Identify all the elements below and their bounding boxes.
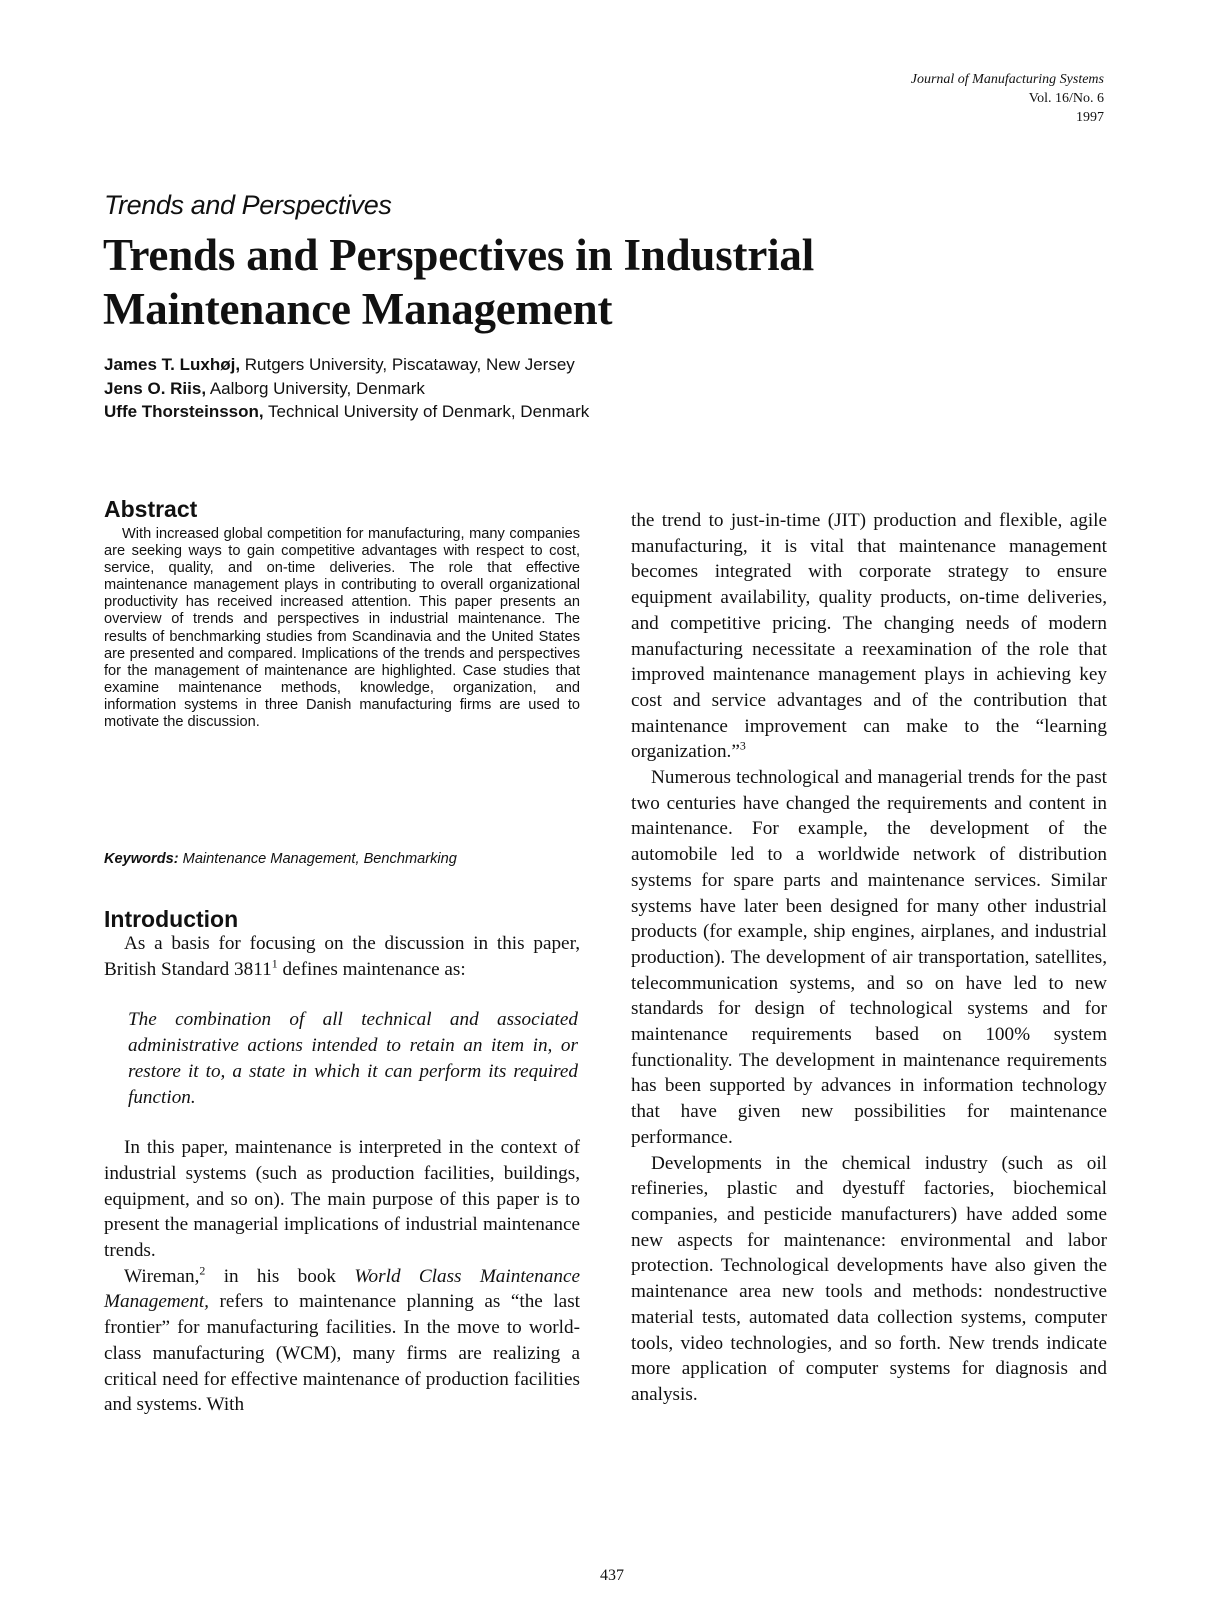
book-title: World Class Maintenance Management, [104, 1265, 580, 1313]
paragraph [631, 508, 1107, 765]
introduction-body [104, 931, 580, 1418]
journal-volume: Vol. 16/No. 6 [1028, 91, 1104, 106]
author-list [104, 353, 589, 424]
author-affiliation: Aalborg University, Denmark [206, 378, 425, 398]
section-label: Trends and Perspectives [104, 190, 392, 220]
definition-quote: The combination of all technical and associated administrative actions intended to retain an item in, or restore it to, a state in which it can perform its required function. [128, 1009, 578, 1108]
author-name: Uffe Thorsteinsson, [104, 402, 264, 421]
author-affiliation: Rutgers University, Piscataway, New Jersey [240, 355, 575, 374]
keywords [104, 850, 580, 868]
paragraph [104, 931, 580, 982]
citation-marker: 1 [271, 956, 278, 971]
paragraph-text: in his book [205, 1265, 355, 1287]
paragraph-text: defines maintenance as: [277, 958, 466, 980]
author-line [104, 400, 589, 424]
introduction-heading: Introduction [104, 906, 239, 932]
journal-year: 1997 [1076, 110, 1104, 125]
paragraph: Developments in the chemical industry (such as oil refineries, plastic and dyestuff factories, biochemical companies, and pesticide manufacturers) have added some new aspects for maintenance: environmental and labor protection. Technological developments have also given the maintenance area new tools and methods: nondestructive material tests, automated data collection systems, computer tools, video technologies, and so forth. New trends indicate more application of computer systems for diagnosis and analysis. [631, 1152, 1107, 1405]
article-title-line-2: Maintenance Management [103, 284, 613, 334]
citation-marker: 2 [199, 1263, 206, 1278]
journal-header [911, 70, 1104, 127]
paragraph: In this paper, maintenance is interpreted in the context of industrial systems (such as production facilities, buildings, equipment, and so on). The main purpose of this paper is to present the managerial implications of industrial maintenance trends. [104, 1137, 580, 1262]
page-number: 437 [600, 1567, 624, 1584]
paragraph-text: refers to maintenance planning as “the last frontier” for manufacturing facilities. In the move to world-class manufacturing (WCM), many firms are realizing a critical need for effective maintenance of production facilities and systems. With [104, 1291, 580, 1416]
author-name: Jens O. Riis, [104, 378, 207, 398]
right-column-body [631, 508, 1107, 1408]
author-line [104, 353, 589, 377]
article-title-line-1: Trends and Perspectives in Industrial [103, 230, 815, 280]
author-name: James T. Luxhøj, [104, 355, 241, 374]
journal-name: Journal of Manufacturing Systems [910, 72, 1104, 87]
paragraph [104, 1264, 580, 1418]
paragraph-text: As a basis for focusing on the discussion in this paper, British Standard 3811 [104, 933, 580, 980]
author-line [104, 377, 589, 401]
citation-marker: 3 [739, 738, 746, 753]
paragraph: Numerous technological and managerial trends for the past two centuries have changed the requirements and content in maintenance. For example, the development of the automobile led to a worldwide network of distribution systems for spare parts and maintenance services. Similar systems have later been designed for many other industrial products (for example, ship engines, airplanes, and industrial production). The development of air transportation, satellites, telecommunication systems, and so on have led to new standards for design of technological systems and for maintenance requirements based on 100% system functionality. The development in maintenance requirements has been supported by advances in information technology that have given new possibilities for maintenance performance. [631, 767, 1107, 1148]
paragraph-text: Wireman, [124, 1265, 200, 1287]
abstract-text: With increased global competition for manufacturing, many companies are seeking ways to gain competitive advantages with respect to cost, service, quality, and on-time deliveries. The role that effective maintenance management plays in contributing to overall organizational productivity has received increased attention. This paper presents an overview of trends and perspectives in industrial maintenance. The results of benchmarking studies from Scandinavia and the United States are presented and compared. Implications of the trends and perspectives for the management of maintenance are highlighted. Case studies that examine maintenance methods, knowledge, organization, and information systems in three Danish manufacturing firms are used to motivate the discussion. [104, 526, 580, 731]
paragraph-text: the trend to just-in-time (JIT) production and flexible, agile manufacturing, it is vital that maintenance management becomes integrated with corporate strategy to ensure equipment availability, quality products, on-time deliveries, and competitive pricing. The changing needs of modern manufacturing necessitate a reexamination of the role that improved maintenance management plays in achieving key cost and service advantages and of the contribution that maintenance improvement can make to the “learning organization.” [631, 510, 1107, 763]
article-title [103, 228, 923, 336]
keywords-label: Keywords: [104, 851, 179, 867]
author-affiliation: Technical University of Denmark, Denmark [263, 402, 590, 421]
abstract-heading: Abstract [104, 496, 198, 522]
keywords-text: Maintenance Management, Benchmarking [178, 851, 457, 867]
